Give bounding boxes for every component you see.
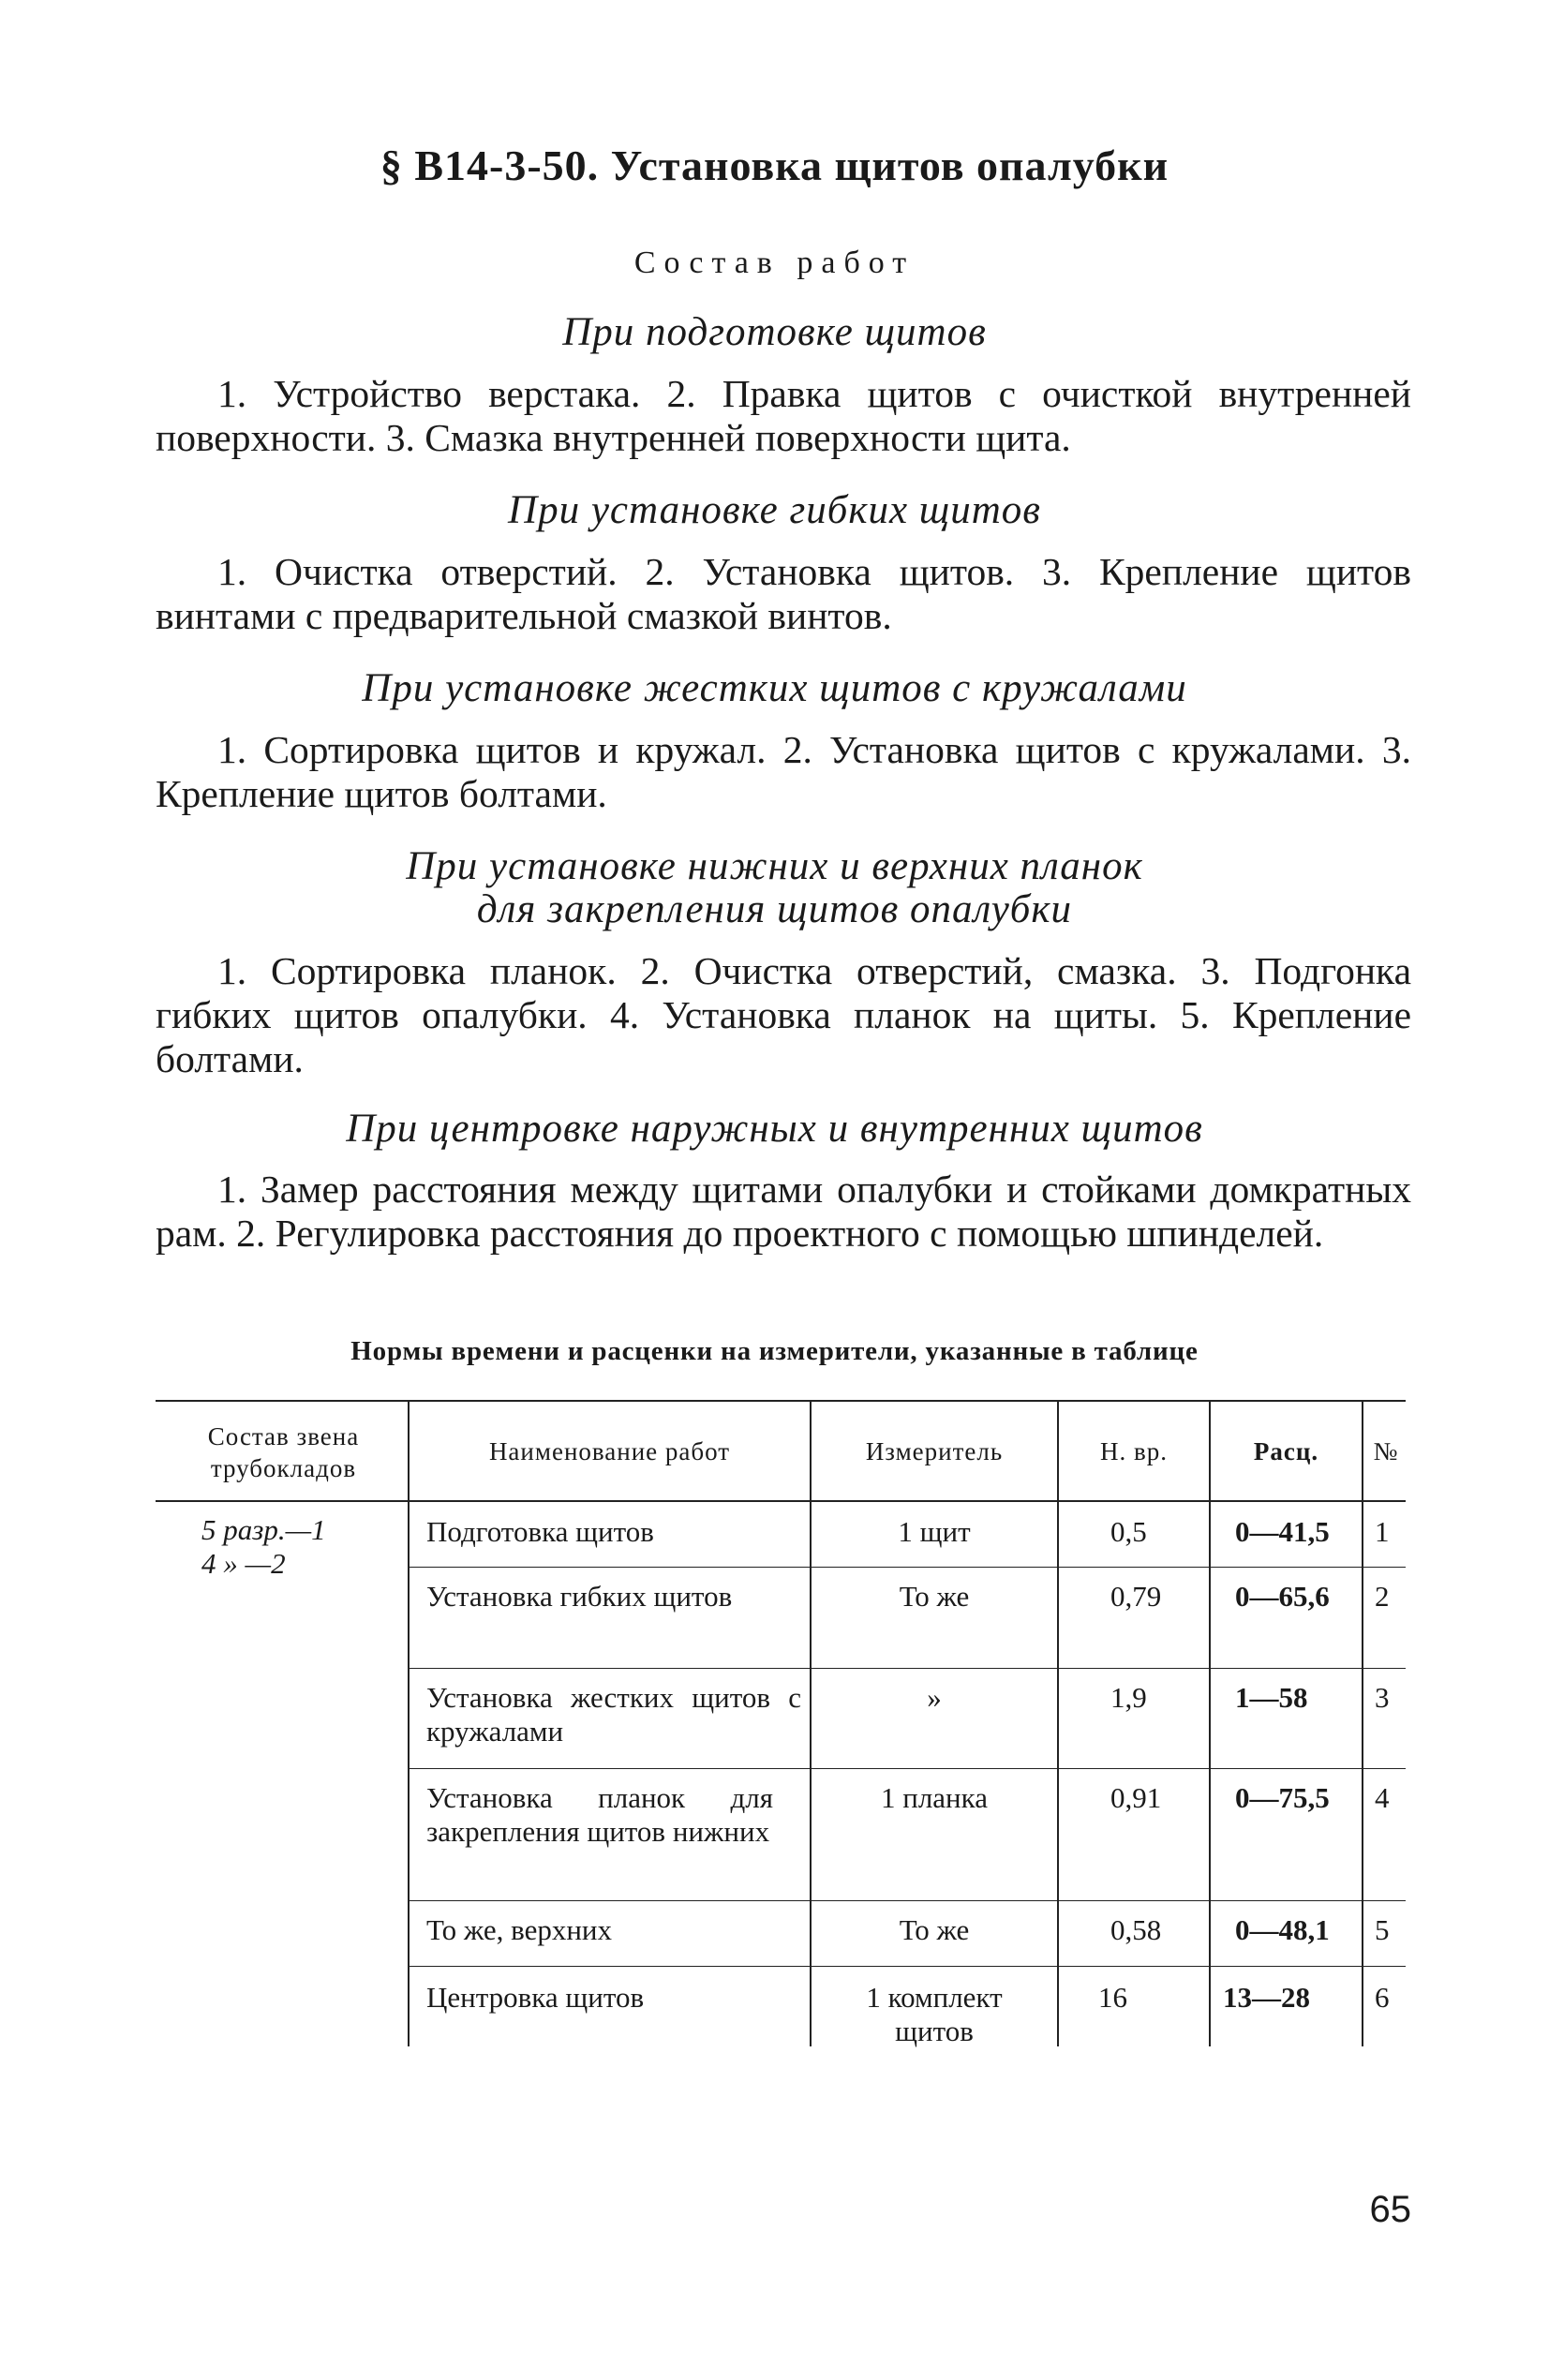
header-crew: Состав звена трубокладов xyxy=(207,1422,360,1482)
header-work: Наименование работ xyxy=(488,1437,731,1465)
work-name: Подготовка щитов xyxy=(426,1515,654,1548)
unit: 1 щит xyxy=(898,1515,971,1548)
unit: » xyxy=(927,1681,942,1714)
page-title: § В14-3-50. Установка щитов опалубки xyxy=(380,141,1169,189)
page-number: 65 xyxy=(1369,2189,1411,2230)
work-name: Установка планок для закрепления щитов нижних xyxy=(426,1781,773,1848)
section-text: 1. Сортировка щитов и кружал. 2. Установка щитов с кружалами. 3. Крепление щитов болтами. xyxy=(156,728,1411,815)
work-name: Установка жестких щитов с кружалами xyxy=(426,1681,801,1748)
section-heading: При установке гибких щитов xyxy=(508,488,1041,532)
time-norm: 0,5 xyxy=(1110,1515,1147,1548)
unit: 1 комплект щитов xyxy=(866,1981,1003,2047)
row-number: 1 xyxy=(1375,1515,1390,1548)
rate: 13—28 xyxy=(1223,1981,1310,2014)
header-num: № xyxy=(1373,1437,1399,1465)
section-heading-cont: для закрепления щитов опалубки xyxy=(476,887,1073,931)
rate: 0—41,5 xyxy=(1235,1515,1330,1548)
section-text: 1. Замер расстояния между щитами опалубки и стойками домкратных рам. 2. Регулировка расстояния до проектного с помощью шпинделей. xyxy=(156,1168,1411,1255)
time-norm: 1,9 xyxy=(1110,1681,1147,1714)
section-heading: При установке нижних и верхних планок xyxy=(406,844,1143,888)
row-number: 4 xyxy=(1375,1781,1390,1814)
unit: То же xyxy=(899,1913,970,1946)
header-unit: Измеритель xyxy=(865,1437,1004,1465)
table-caption: Нормы времени и расценки на измерители, указанные в таблице xyxy=(350,1336,1199,1366)
row-number: 6 xyxy=(1375,1981,1390,2014)
section-text: 1. Устройство верстака. 2. Правка щитов с очисткой внутренней поверхности. 3. Смазка внутренней поверхности щита. xyxy=(156,372,1411,459)
section-text: 1. Очистка отверстий. 2. Установка щитов. 3. Крепление щитов винтами с предварительной смазкой винтов. xyxy=(156,550,1411,637)
section-heading: При подготовке щитов xyxy=(562,310,987,354)
row-number: 2 xyxy=(1375,1580,1390,1613)
work-name: То же, верхних xyxy=(426,1913,613,1946)
section-heading: При установке жестких щитов с кружалами xyxy=(362,666,1187,710)
crew-line-1: 5 разр.—1 xyxy=(201,1513,326,1546)
section-text: 1. Сортировка планок. 2. Очистка отверстий, смазка. 3. Подгонка гибких щитов опалубки. 4. Установка планок на щиты. 5. Крепление болтами. xyxy=(156,949,1411,1080)
header-rate: Расц. xyxy=(1253,1437,1319,1465)
rate: 0—75,5 xyxy=(1235,1781,1330,1814)
rate: 0—48,1 xyxy=(1235,1913,1330,1946)
row-number: 5 xyxy=(1375,1913,1390,1946)
unit: То же xyxy=(899,1580,970,1613)
unit: 1 планка xyxy=(880,1781,988,1814)
time-norm: 0,79 xyxy=(1110,1580,1162,1613)
time-norm: 0,91 xyxy=(1110,1781,1162,1814)
rate: 1—58 xyxy=(1235,1681,1308,1714)
crew-line-2: 4 » —2 xyxy=(201,1547,286,1580)
time-norm: 0,58 xyxy=(1110,1913,1162,1946)
row-number: 3 xyxy=(1375,1681,1390,1714)
header-norm: Н. вр. xyxy=(1100,1437,1168,1465)
rate: 0—65,6 xyxy=(1235,1580,1330,1613)
work-composition-label: Состав работ xyxy=(633,245,916,280)
work-name: Центровка щитов xyxy=(426,1981,645,2014)
section-heading: При центровке наружных и внутренних щитов xyxy=(346,1107,1203,1151)
time-norm: 16 xyxy=(1098,1981,1127,2014)
work-name: Установка гибких щитов xyxy=(426,1580,733,1613)
